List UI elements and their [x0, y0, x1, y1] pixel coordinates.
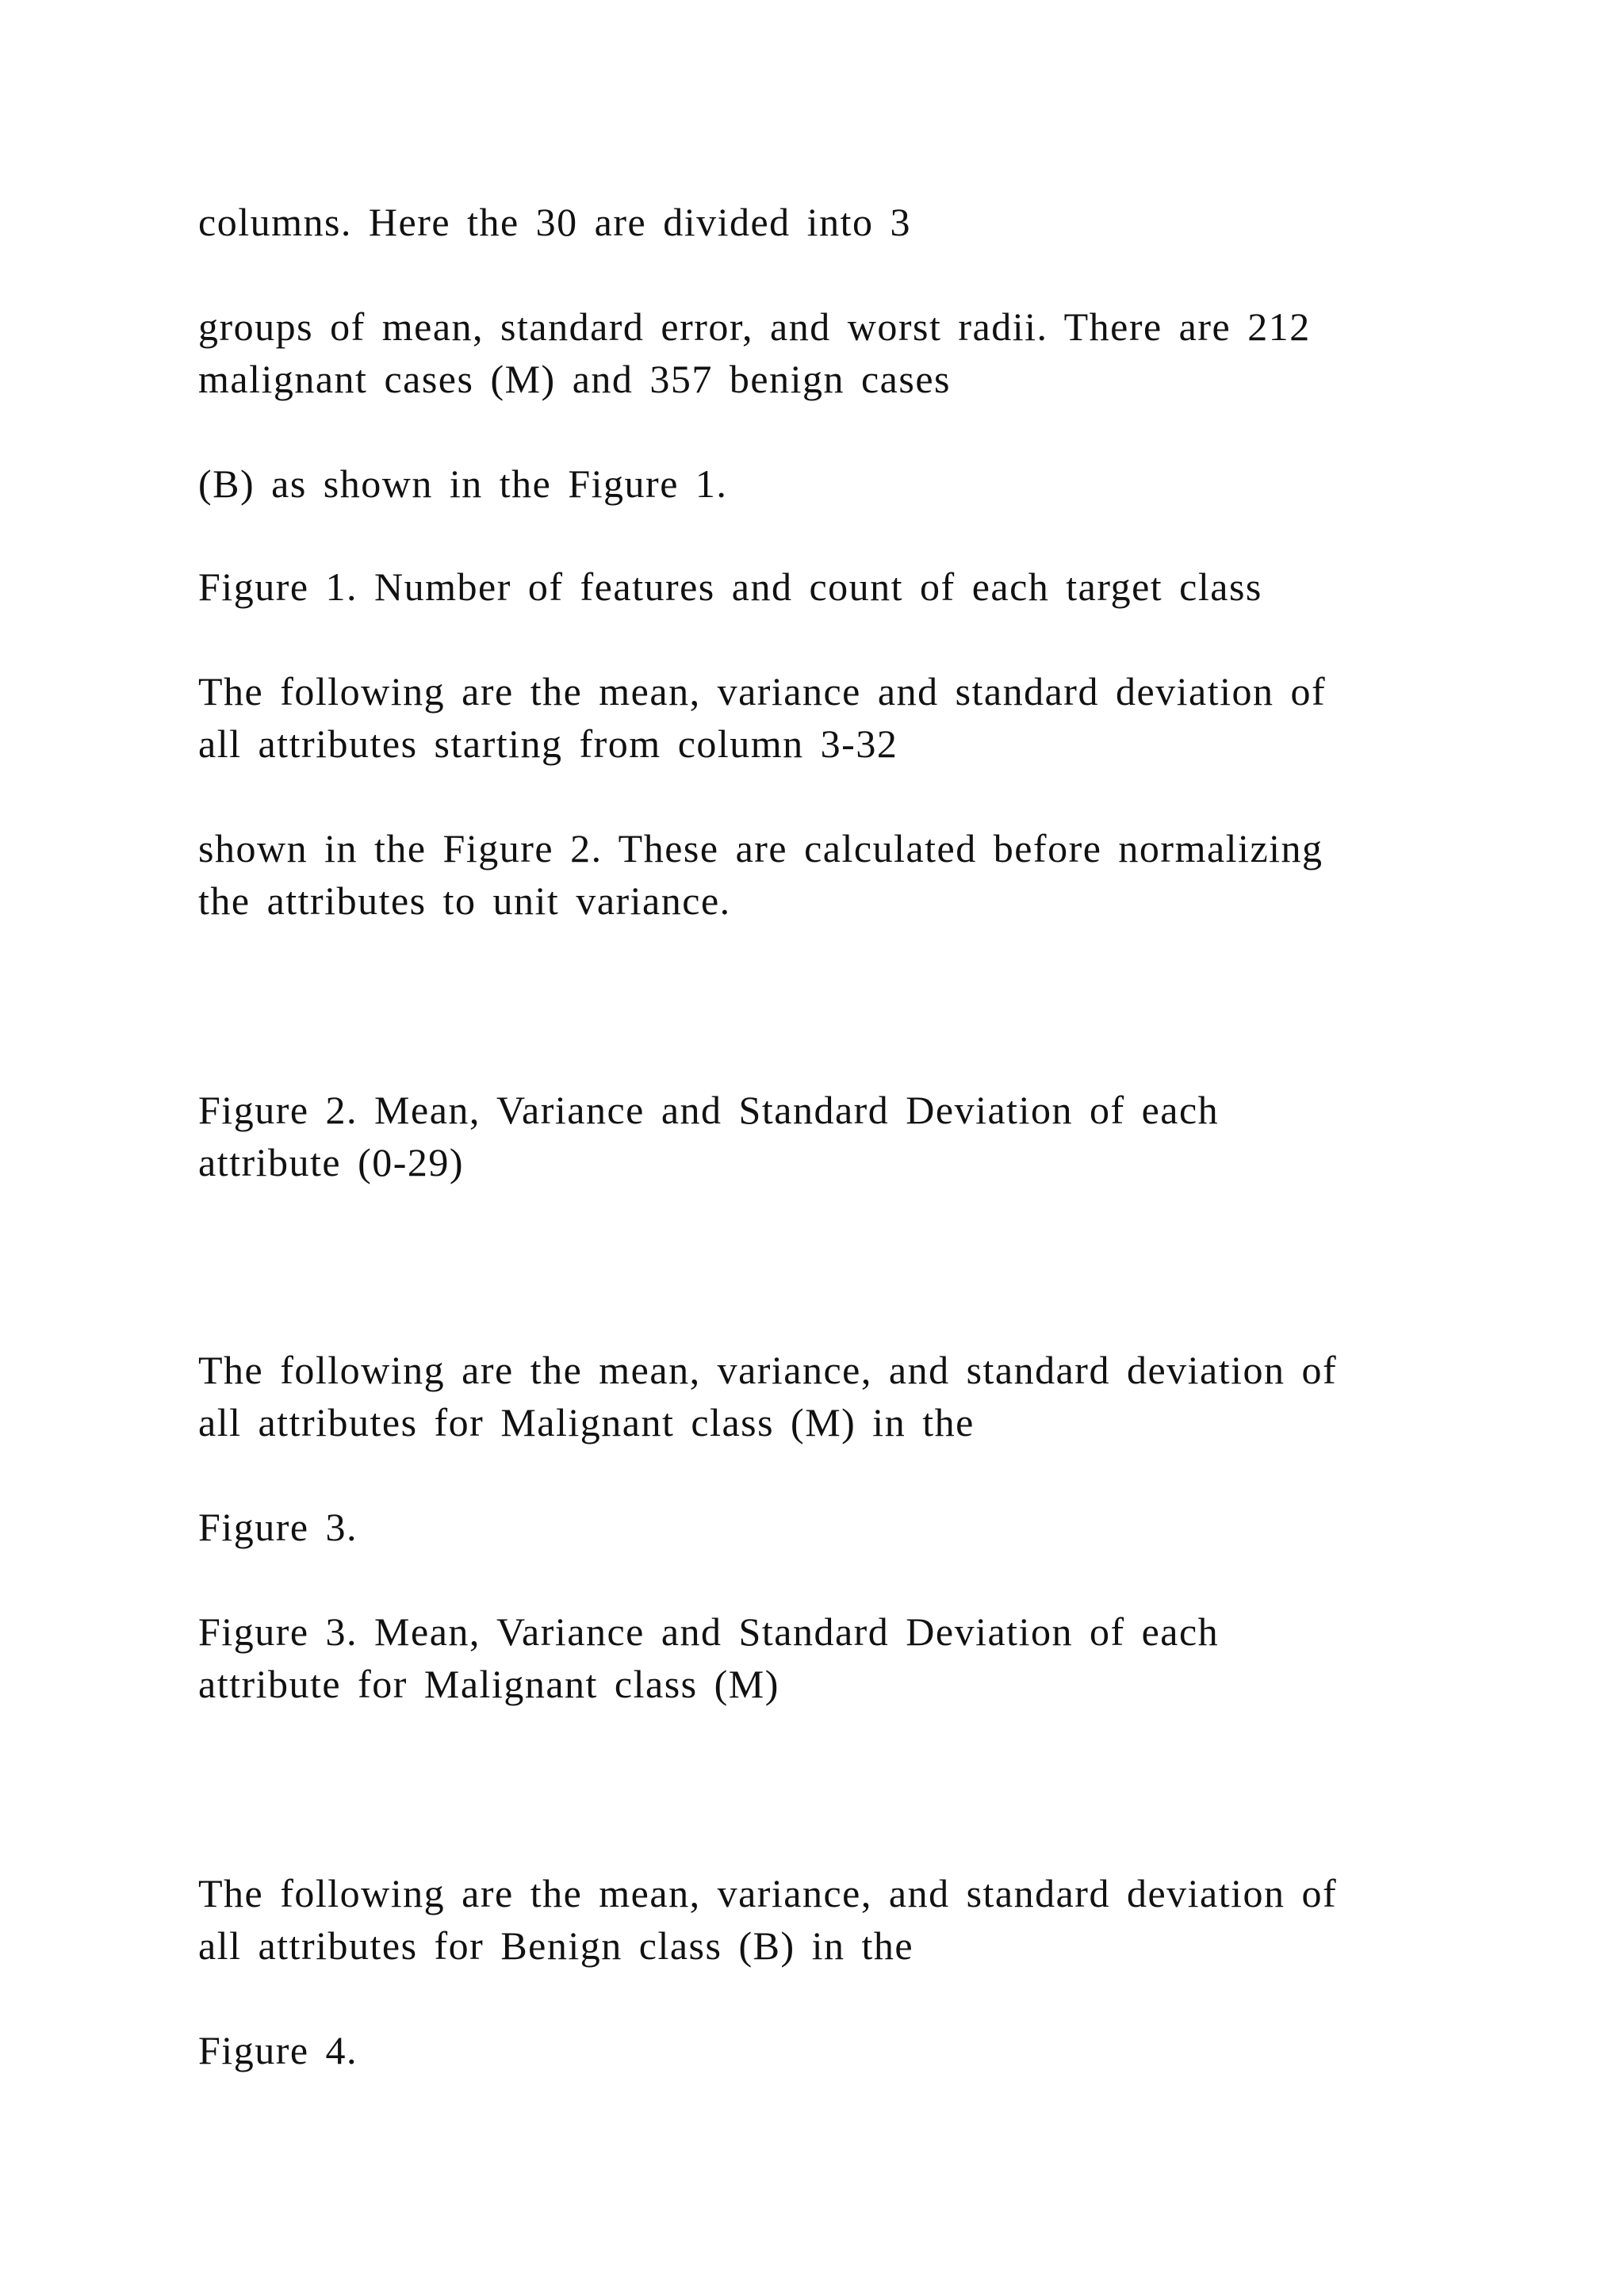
figure-caption: Figure 3. Mean, Variance and Standard Deviation of each — [198, 1609, 1220, 1654]
text-line: (B) as shown in the Figure 1. — [198, 461, 728, 506]
figure-caption: attribute for Malignant class (M) — [198, 1662, 779, 1706]
text-line: malignant cases (M) and 357 benign cases — [198, 357, 951, 401]
text-line: groups of mean, standard error, and worst radii. There are 212 — [198, 304, 1311, 349]
text-line: all attributes for Benign class (B) in the — [198, 1923, 914, 1968]
text-line: The following are the mean, variance and standard deviation of — [198, 669, 1327, 714]
figure-caption: Figure 1. Number of features and count of each target class — [198, 564, 1262, 609]
figure-caption: Figure 2. Mean, Variance and Standard Deviation of each — [198, 1088, 1220, 1132]
text-line: The following are the mean, variance, and standard deviation of — [198, 1348, 1338, 1392]
text-line: all attributes starting from column 3-32 — [198, 721, 898, 766]
text-line: all attributes for Malignant class (M) in the — [198, 1400, 975, 1445]
text-line: the attributes to unit variance. — [198, 878, 731, 923]
text-line: Figure 3. — [198, 1505, 358, 1549]
figure-caption: attribute (0-29) — [198, 1140, 465, 1184]
text-line: columns. Here the 30 are divided into 3 — [198, 200, 911, 244]
text-line: The following are the mean, variance, and standard deviation of — [198, 1871, 1338, 1915]
text-line: shown in the Figure 2. These are calculated before normalizing — [198, 826, 1323, 871]
text-line: Figure 4. — [198, 2028, 358, 2072]
